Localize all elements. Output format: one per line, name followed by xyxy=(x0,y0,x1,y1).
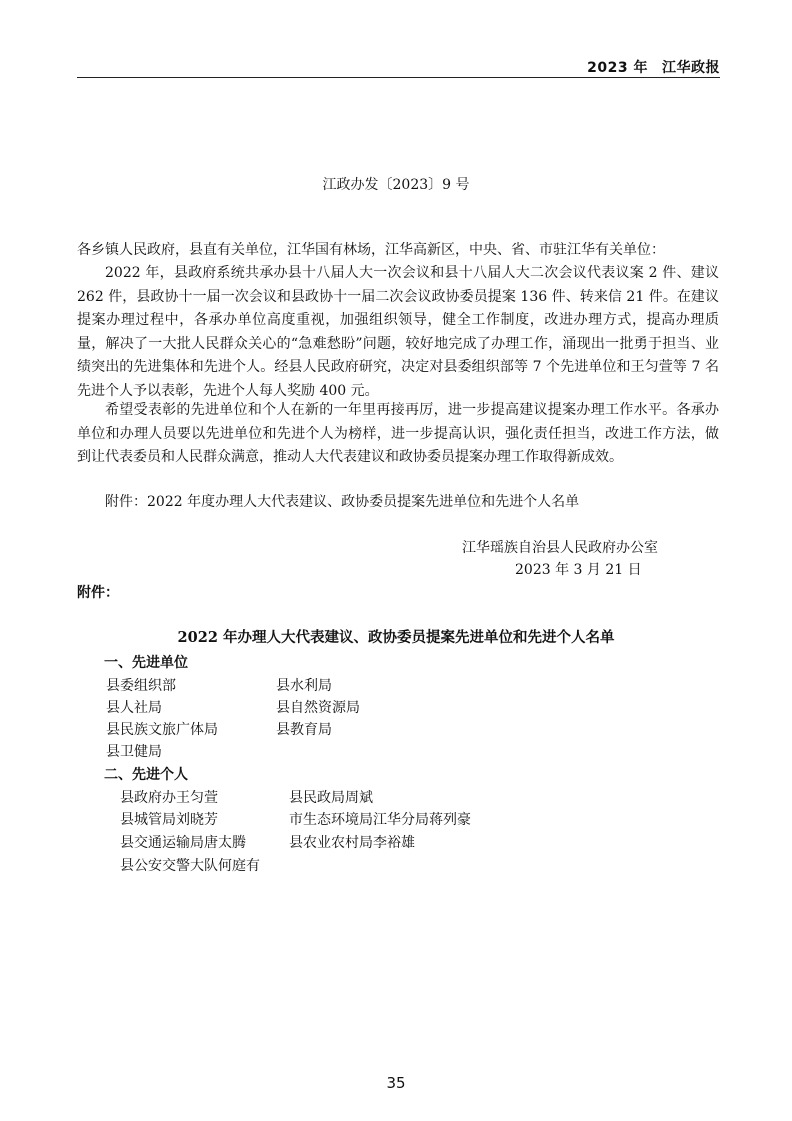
attachment-note: 附件：2022 年度办理人大代表建议、政协委员提案先进单位和先进个人名单 xyxy=(105,494,580,510)
section-advanced-units-heading: 一、先进单位 xyxy=(104,655,188,671)
issue-date: 2023 年 3 月 21 日 xyxy=(515,562,642,578)
unit-item: 县人社局 xyxy=(106,700,162,716)
salutation: 各乡镇人民政府，县直有关单位，江华国有林场，江华高新区，中央、省、市驻江华有关单位： xyxy=(77,242,665,258)
issuer: 江华瑶族自治县人民政府办公室 xyxy=(462,540,658,556)
header-year: 2023 年 xyxy=(587,60,648,76)
header-publication: 江华政报 xyxy=(662,60,720,76)
attachment-label: 附件： xyxy=(77,585,119,601)
unit-item: 县委组织部 xyxy=(106,678,176,694)
individual-item: 县公安交警大队何庭有 xyxy=(120,858,260,874)
body-paragraph-1: 2022 年，县政府系统共承办县十八届人大一次会议和县十八届人大二次会议代表议案 2 件、建议 262 件，县政协十一届一次会议和县政协十一届二次会议政协委员提案 136 件、转来信 21 件。在建议提案办理过程中，各承办单位高度重视，加强组织领导，健全工作制度，改进办理方式，提高办理质量，解决了一大批人民群众关心的“急难愁盼”问题，较好地完成了办理工作，涌现出一批勇于担当、业绩突出的先进集体和先进个人。经县人民政府研究，决定对县委组织部等 7 个先进单位和王匀萱等 7 名先进个人予以表彰，先进个人每人奖励 400 元。 xyxy=(77,265,719,399)
list-title: 2022 年办理人大代表建议、政协委员提案先进单位和先进个人名单 xyxy=(177,629,615,646)
individual-item: 县城管局刘晓芳 xyxy=(120,812,218,828)
unit-item: 县自然资源局 xyxy=(276,700,360,716)
unit-item: 县民族文旅广体局 xyxy=(106,722,218,738)
document-number: 江政办发〔2023〕9 号 xyxy=(322,177,470,193)
unit-item: 县卫健局 xyxy=(106,744,162,760)
individual-item: 县交通运输局唐太腾 xyxy=(120,835,246,851)
section-advanced-individuals-heading: 二、先进个人 xyxy=(104,767,188,783)
page-header xyxy=(587,57,720,77)
page-number: 35 xyxy=(386,1074,406,1092)
unit-item: 县水利局 xyxy=(276,678,332,694)
unit-item: 县教育局 xyxy=(276,722,332,738)
individual-item: 县政府办王匀萱 xyxy=(120,790,218,806)
body-paragraph-2: 希望受表彰的先进单位和个人在新的一年里再接再厉，进一步提高建议提案办理工作水平。各承办单位和办理人员要以先进单位和先进个人为榜样，进一步提高认识，强化责任担当，改进工作方法，做到让代表委员和人民群众满意，推动人大代表建议和政协委员提案办理工作取得新成效。 xyxy=(77,402,719,465)
individual-item: 县农业农村局李裕雄 xyxy=(289,835,415,851)
header-rule xyxy=(77,77,720,78)
individual-item: 市生态环境局江华分局蒋列豪 xyxy=(289,812,471,828)
individual-item: 县民政局周斌 xyxy=(289,790,373,806)
